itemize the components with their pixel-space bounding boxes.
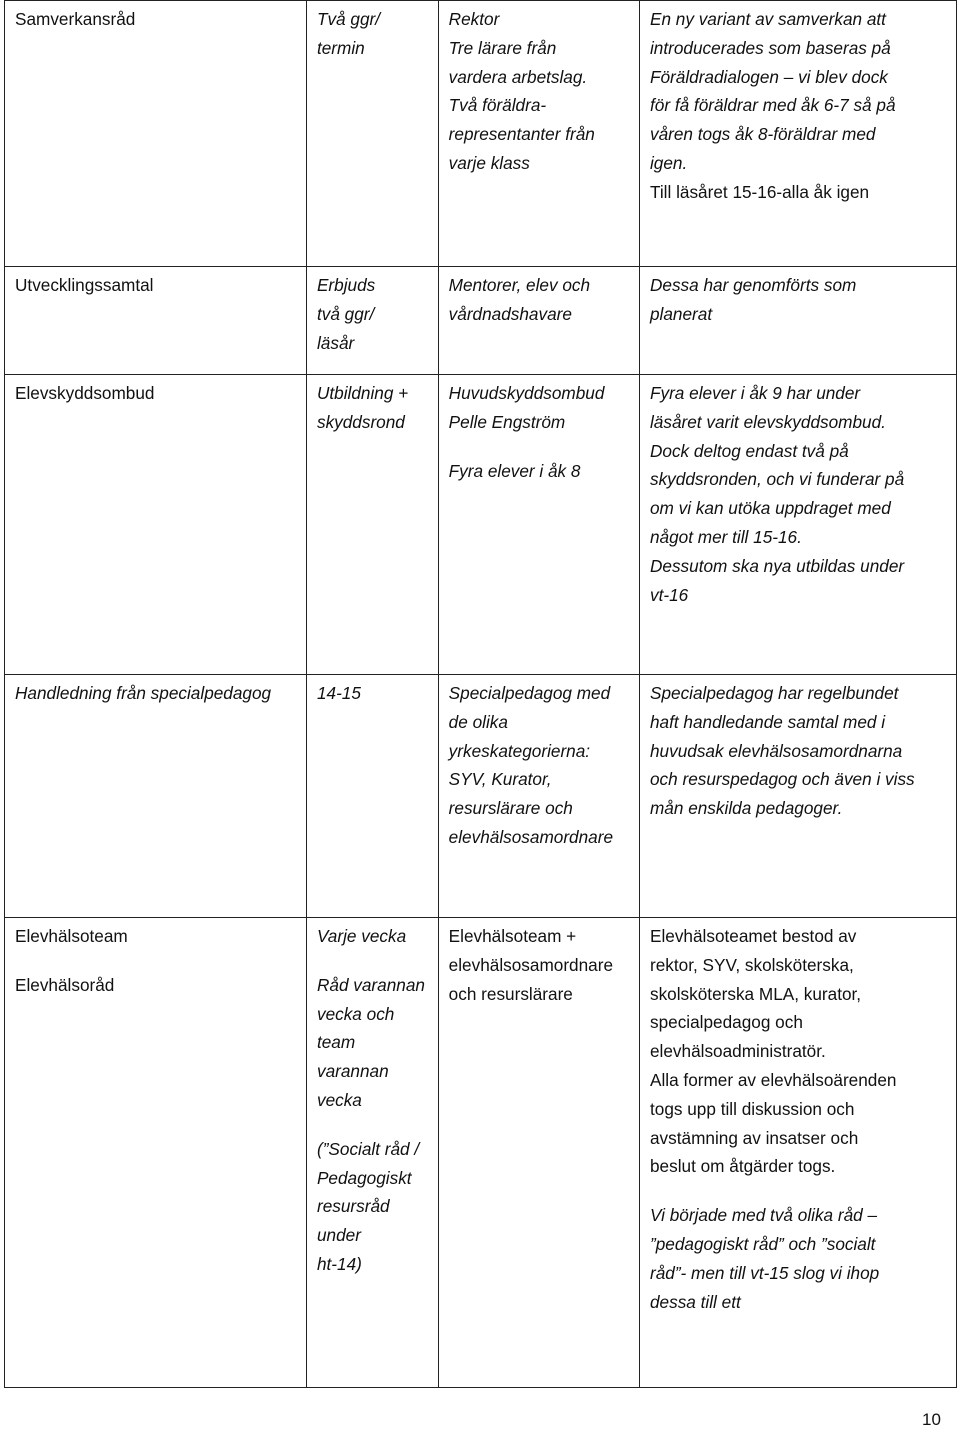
participants-text: Mentorer, elev och [448,275,591,295]
comment-text: något mer till 15-16. [649,526,802,547]
frequency-text: Två ggr/ [316,9,381,29]
table-row [5,267,957,375]
participants-text: SYV, Kurator, [448,769,552,790]
frequency-text: läsår [316,332,355,353]
comment-text: igen. [649,152,688,173]
comment-text: avstämning av insatser och [649,1127,859,1148]
activity-cell [5,375,307,675]
participants-text: Elevhälsoteam + [448,926,577,946]
frequency-text: Utbildning + [316,383,409,403]
participants-text: varje klass [448,152,530,173]
frequency-text: Råd varannan [316,974,425,995]
frequency-cell [306,375,438,675]
table-row [5,918,957,1388]
table-row [5,675,957,918]
comment-text: togs upp till diskussion och [649,1098,855,1119]
participants-text: de olika [448,711,508,732]
frequency-note: Pedagogiskt [316,1167,412,1188]
participants-text: representanter från [448,124,595,145]
participants-text: resurslärare och [448,798,573,819]
activity-text: Samverkansråd [15,9,136,29]
participants-text: Pelle Engström [448,411,566,432]
comment-text: Dessutom ska nya utbildas under [649,555,905,576]
frequency-text: två ggr/ [316,303,375,324]
participants-text: Specialpedagog med [448,683,611,703]
participants-text: Rektor [448,9,500,29]
frequency-text: Varje vecka [316,926,407,946]
comment-cell [639,267,956,375]
participants-text: Fyra elever i åk 8 [448,460,581,481]
activity-text: Elevhälsoteam [15,926,128,946]
comment-text: läsåret varit elevskyddsombud. [649,411,886,432]
frequency-cell [306,918,438,1388]
frequency-cell [306,675,438,918]
frequency-text: vecka [316,1089,362,1110]
page-number: 10 [922,1410,941,1429]
participants-cell [438,1,639,267]
frequency-note: ht-14) [316,1253,362,1274]
comment-cell [639,675,956,918]
activity-table [4,0,957,1388]
comment-text: Till läsåret 15-16-alla åk igen [649,181,870,202]
participants-text: Tre lärare från [448,37,557,58]
frequency-cell [306,1,438,267]
comment-text: beslut om åtgärder togs. [649,1156,836,1177]
comment-text: skolsköterska MLA, kurator, [649,983,862,1004]
comment-cell [639,375,956,675]
comment-text: introducerades som baseras på [649,37,891,58]
activity-text: Elevskyddsombud [15,383,155,403]
activity-text: Elevhälsoråd [15,974,115,995]
comment-text: specialpedagog och [649,1012,803,1033]
frequency-text: vecka och [316,1003,395,1024]
comment-cell [639,1,956,267]
comment-text: för få föräldrar med åk 6-7 så på [649,95,896,116]
comment-text: Dessa har genomförts som [649,275,857,295]
activity-cell [5,675,307,918]
table-row [5,1,957,267]
activity-text: Handledning från specialpedagog [15,683,272,703]
frequency-text: team [316,1032,356,1053]
comment-text: mån enskilda pedagoger. [649,798,843,819]
activity-cell [5,267,307,375]
comment-text: Vi började med två olika råd – [649,1205,878,1226]
participants-cell [438,918,639,1388]
comment-text: Föräldradialogen – vi blev dock [649,66,888,87]
frequency-text: Erbjuds [316,275,376,295]
frequency-text: termin [316,37,365,58]
participants-text: och resurslärare [448,983,573,1004]
comment-text: Specialpedagog har regelbundet [649,683,899,703]
participants-text: elevhälsosamordnare [448,826,614,847]
activity-cell [5,918,307,1388]
comment-text: haft handledande samtal med i [649,711,886,732]
participants-text: elevhälsosamordnare [448,954,614,975]
frequency-note: (”Socialt råd / [316,1138,420,1159]
frequency-text: skyddsrond [316,411,405,432]
participants-text: yrkeskategorierna: [448,740,591,761]
comment-text: om vi kan utöka uppdraget med [649,498,891,519]
comment-text: rektor, SYV, skolsköterska, [649,954,854,975]
comment-text: ”pedagogiskt råd” och ”socialt [649,1233,876,1254]
participants-text: Huvudskyddsombud [448,383,605,403]
comment-text: Dock deltog endast två på [649,440,849,461]
frequency-cell [306,267,438,375]
comment-text: råd”- men till vt-15 slog vi ihop [649,1262,880,1283]
frequency-note: under [316,1225,361,1246]
comment-text: dessa till ett [649,1291,741,1312]
comment-text: vt-16 [649,584,689,605]
comment-text: Elevhälsoteamet bestod av [649,926,857,946]
comment-cell [639,918,956,1388]
comment-text: huvudsak elevhälsosamordnarna [649,740,903,761]
comment-text: planerat [649,303,713,324]
participants-cell [438,267,639,375]
activity-cell [5,1,307,267]
comment-text: och resurspedagog och även i viss [649,769,915,790]
participants-text: vårdnadshavare [448,303,572,324]
participants-cell [438,675,639,918]
frequency-text: 14-15 [316,683,361,703]
table-row [5,375,957,675]
participants-text: vardera arbetslag. [448,66,588,87]
participants-text: Två föräldra- [448,95,547,116]
activity-text: Utvecklingssamtal [15,275,154,295]
frequency-text: varannan [316,1061,389,1082]
frequency-note: resursråd [316,1196,390,1217]
comment-text: En ny variant av samverkan att [649,9,886,29]
comment-text: elevhälsoadministratör. [649,1041,826,1062]
comment-text: Alla former av elevhälsoärenden [649,1069,897,1090]
participants-cell [438,375,639,675]
comment-text: Fyra elever i åk 9 har under [649,383,861,403]
comment-text: våren togs åk 8-föräldrar med [649,124,876,145]
comment-text: skyddsronden, och vi funderar på [649,469,905,490]
